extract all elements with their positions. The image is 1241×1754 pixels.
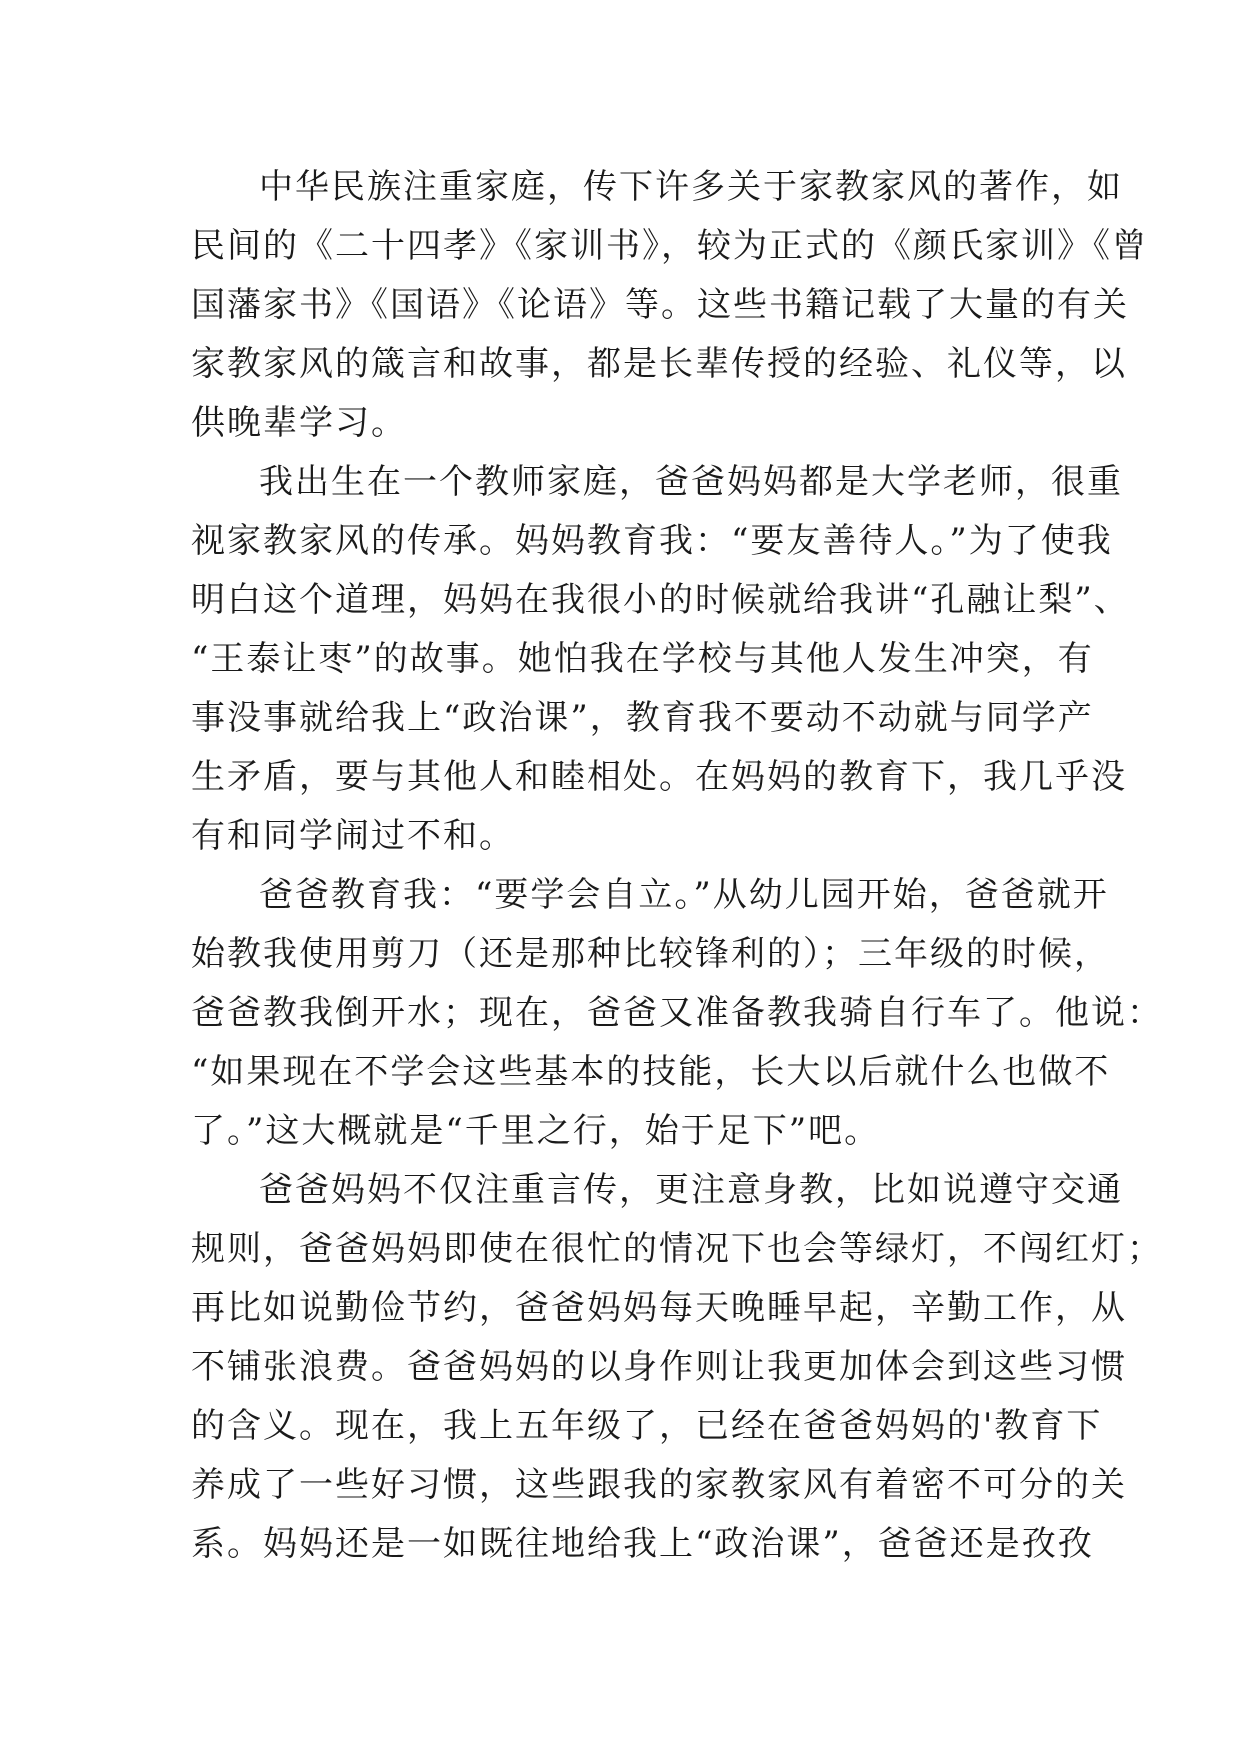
paragraph-line: 视家教家风的传承。妈妈教育我：“要友善待人。”为了使我 bbox=[191, 521, 1113, 561]
paragraph-line: 再比如说勤俭节约，爸爸妈妈每天晚睡早起，辛勤工作，从 bbox=[191, 1288, 1127, 1328]
paragraph-line: 生矛盾，要与其他人和睦相处。在妈妈的教育下，我几乎没 bbox=[191, 757, 1127, 797]
paragraph-line: 民间的《二十四孝》《家训书》，较为正式的《颜氏家训》《曾 bbox=[191, 226, 1148, 266]
document-body bbox=[191, 158, 1163, 1574]
paragraph-1 bbox=[191, 158, 1148, 453]
paragraph-line: 明白这个道理，妈妈在我很小的时候就给我讲“孔融让梨”、 bbox=[191, 580, 1130, 620]
paragraph-line: 供晚辈学习。 bbox=[191, 403, 407, 443]
paragraph-line: 爸爸教育我：“要学会自立。”从幼儿园开始，爸爸就开 bbox=[259, 875, 1109, 915]
paragraph-line: 不铺张浪费。爸爸妈妈的以身作则让我更加体会到这些习惯 bbox=[191, 1347, 1127, 1387]
paragraph-line: 爸爸教我倒开水；现在，爸爸又准备教我骑自行车了。他说： bbox=[191, 993, 1163, 1033]
paragraph-line: 事没事就给我上“政治课”，教育我不要动不动就与同学产 bbox=[191, 698, 1094, 738]
paragraph-4 bbox=[191, 1161, 1163, 1574]
paragraph-line: 家教家风的箴言和故事，都是长辈传授的经验、礼仪等，以 bbox=[191, 344, 1127, 384]
paragraph-line: 国藩家书》《国语》《论语》等。这些书籍记载了大量的有关 bbox=[191, 285, 1129, 325]
paragraph-line: 始教我使用剪刀（还是那种比较锋利的）；三年级的时候， bbox=[191, 934, 1110, 974]
paragraph-3 bbox=[191, 866, 1163, 1161]
paragraph-line: 规则，爸爸妈妈即使在很忙的情况下也会等绿灯，不闯红灯； bbox=[191, 1229, 1163, 1269]
paragraph-line: 了。”这大概就是“千里之行，始于足下”吧。 bbox=[191, 1111, 881, 1151]
paragraph-line: 我出生在一个教师家庭，爸爸妈妈都是大学老师，很重 bbox=[259, 462, 1123, 502]
paragraph-line: 爸爸妈妈不仅注重言传，更注意身教，比如说遵守交通 bbox=[259, 1170, 1123, 1210]
paragraph-line: 养成了一些好习惯，这些跟我的家教家风有着密不可分的关 bbox=[191, 1465, 1127, 1505]
paragraph-line: 系。妈妈还是一如既往地给我上“政治课”，爸爸还是孜孜 bbox=[191, 1524, 1094, 1564]
paragraph-line: “王泰让枣”的故事。她怕我在学校与其他人发生冲突，有 bbox=[191, 639, 1094, 679]
paragraph-line: 的含义。现在，我上五年级了，已经在爸爸妈妈的'教育下 bbox=[191, 1406, 1103, 1446]
paragraph-2 bbox=[191, 453, 1130, 866]
paragraph-line: 有和同学闹过不和。 bbox=[191, 816, 515, 856]
paragraph-line: 中华民族注重家庭，传下许多关于家教家风的著作，如 bbox=[259, 167, 1123, 207]
paragraph-line: “如果现在不学会这些基本的技能，长大以后就什么也做不 bbox=[191, 1052, 1111, 1092]
